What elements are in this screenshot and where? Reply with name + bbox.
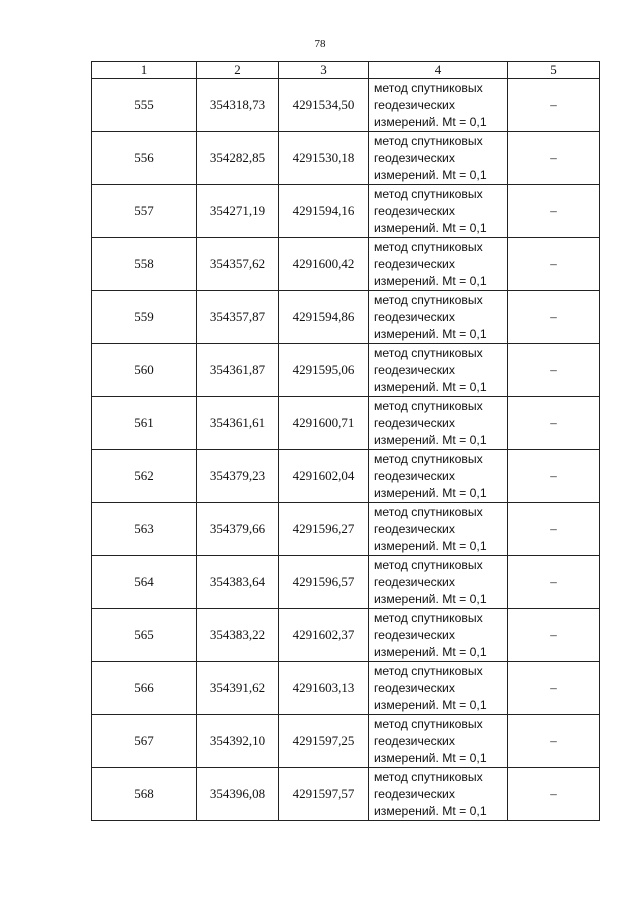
y-coordinate-cell: 4291596,27 [279, 503, 369, 556]
method-line: измерений. Mt = 0,1 [374, 803, 487, 818]
col5-cell: – [508, 185, 600, 238]
method-line: геодезических [374, 309, 455, 324]
method-line: метод спутниковых [374, 716, 483, 731]
header-row [92, 62, 600, 79]
point-number-cell: 565 [92, 609, 197, 662]
table-row [92, 185, 600, 238]
method-line: геодезических [374, 415, 455, 430]
method-line: геодезических [374, 203, 455, 218]
method-line: геодезических [374, 627, 455, 642]
x-coordinate-cell: 354391,62 [197, 662, 279, 715]
method-line: метод спутниковых [374, 80, 483, 95]
header-col-2: 2 [197, 62, 279, 79]
method-cell [369, 556, 508, 609]
point-number-cell: 557 [92, 185, 197, 238]
method-line: геодезических [374, 468, 455, 483]
method-line: геодезических [374, 97, 455, 112]
col5-cell: – [508, 238, 600, 291]
x-coordinate-cell: 354361,61 [197, 397, 279, 450]
y-coordinate-cell: 4291602,04 [279, 450, 369, 503]
method-cell [369, 662, 508, 715]
method-cell [369, 185, 508, 238]
method-line: измерений. Mt = 0,1 [374, 750, 487, 765]
method-line: метод спутниковых [374, 663, 483, 678]
y-coordinate-cell: 4291600,71 [279, 397, 369, 450]
y-coordinate-cell: 4291595,06 [279, 344, 369, 397]
y-coordinate-cell: 4291596,57 [279, 556, 369, 609]
table-row [92, 503, 600, 556]
point-number-cell: 556 [92, 132, 197, 185]
col5-cell: – [508, 662, 600, 715]
method-line: измерений. Mt = 0,1 [374, 114, 487, 129]
y-coordinate-cell: 4291597,57 [279, 768, 369, 821]
method-line: измерений. Mt = 0,1 [374, 379, 487, 394]
method-line: метод спутниковых [374, 133, 483, 148]
method-line: измерений. Mt = 0,1 [374, 697, 487, 712]
point-number-cell: 561 [92, 397, 197, 450]
y-coordinate-cell: 4291597,25 [279, 715, 369, 768]
x-coordinate-cell: 354361,87 [197, 344, 279, 397]
method-line: метод спутниковых [374, 557, 483, 572]
point-number-cell: 563 [92, 503, 197, 556]
x-coordinate-cell: 354357,87 [197, 291, 279, 344]
col5-cell: – [508, 344, 600, 397]
x-coordinate-cell: 354379,66 [197, 503, 279, 556]
point-number-cell: 562 [92, 450, 197, 503]
method-line: измерений. Mt = 0,1 [374, 167, 487, 182]
x-coordinate-cell: 354357,62 [197, 238, 279, 291]
method-line: измерений. Mt = 0,1 [374, 538, 487, 553]
col5-cell: – [508, 609, 600, 662]
x-coordinate-cell: 354282,85 [197, 132, 279, 185]
table-row [92, 715, 600, 768]
method-line: метод спутниковых [374, 292, 483, 307]
method-line: метод спутниковых [374, 239, 483, 254]
y-coordinate-cell: 4291600,42 [279, 238, 369, 291]
method-line: измерений. Mt = 0,1 [374, 326, 487, 341]
method-cell [369, 291, 508, 344]
page-number: 78 [314, 38, 326, 50]
col5-cell: – [508, 397, 600, 450]
header-col-3: 3 [279, 62, 369, 79]
method-line: измерений. Mt = 0,1 [374, 591, 487, 606]
y-coordinate-cell: 4291602,37 [279, 609, 369, 662]
col5-cell: – [508, 715, 600, 768]
method-line: геодезических [374, 256, 455, 271]
header-col-5: 5 [508, 62, 600, 79]
col5-cell: – [508, 768, 600, 821]
method-line: измерений. Mt = 0,1 [374, 644, 487, 659]
table-row [92, 768, 600, 821]
method-cell [369, 397, 508, 450]
col5-cell: – [508, 79, 600, 132]
point-number-cell: 555 [92, 79, 197, 132]
table-row [92, 662, 600, 715]
method-line: метод спутниковых [374, 504, 483, 519]
method-cell [369, 768, 508, 821]
method-line: метод спутниковых [374, 345, 483, 360]
header-col-1: 1 [92, 62, 197, 79]
table-row [92, 450, 600, 503]
method-cell [369, 238, 508, 291]
method-cell [369, 503, 508, 556]
x-coordinate-cell: 354383,64 [197, 556, 279, 609]
coordinates-table [91, 61, 600, 821]
method-line: метод спутниковых [374, 398, 483, 413]
x-coordinate-cell: 354392,10 [197, 715, 279, 768]
method-line: геодезических [374, 574, 455, 589]
table-row [92, 344, 600, 397]
x-coordinate-cell: 354379,23 [197, 450, 279, 503]
method-line: геодезических [374, 733, 455, 748]
point-number-cell: 559 [92, 291, 197, 344]
table-row [92, 556, 600, 609]
method-line: геодезических [374, 150, 455, 165]
header-col-4: 4 [369, 62, 508, 79]
method-line: измерений. Mt = 0,1 [374, 273, 487, 288]
table-row [92, 132, 600, 185]
method-cell [369, 79, 508, 132]
method-line: геодезических [374, 786, 455, 801]
col5-cell: – [508, 450, 600, 503]
table-row [92, 238, 600, 291]
method-cell [369, 132, 508, 185]
method-line: геодезических [374, 521, 455, 536]
point-number-cell: 567 [92, 715, 197, 768]
point-number-cell: 564 [92, 556, 197, 609]
table-row [92, 397, 600, 450]
method-line: метод спутниковых [374, 769, 483, 784]
col5-cell: – [508, 132, 600, 185]
y-coordinate-cell: 4291594,16 [279, 185, 369, 238]
point-number-cell: 566 [92, 662, 197, 715]
method-line: геодезических [374, 362, 455, 377]
y-coordinate-cell: 4291530,18 [279, 132, 369, 185]
x-coordinate-cell: 354396,08 [197, 768, 279, 821]
x-coordinate-cell: 354383,22 [197, 609, 279, 662]
method-cell [369, 450, 508, 503]
method-line: метод спутниковых [374, 186, 483, 201]
point-number-cell: 568 [92, 768, 197, 821]
x-coordinate-cell: 354271,19 [197, 185, 279, 238]
method-cell [369, 715, 508, 768]
table-row [92, 609, 600, 662]
col5-cell: – [508, 503, 600, 556]
method-line: измерений. Mt = 0,1 [374, 432, 487, 447]
point-number-cell: 558 [92, 238, 197, 291]
point-number-cell: 560 [92, 344, 197, 397]
method-line: измерений. Mt = 0,1 [374, 220, 487, 235]
method-line: геодезических [374, 680, 455, 695]
method-cell [369, 344, 508, 397]
y-coordinate-cell: 4291534,50 [279, 79, 369, 132]
table-row [92, 291, 600, 344]
method-line: измерений. Mt = 0,1 [374, 485, 487, 500]
table-row [92, 79, 600, 132]
method-line: метод спутниковых [374, 451, 483, 466]
y-coordinate-cell: 4291594,86 [279, 291, 369, 344]
col5-cell: – [508, 291, 600, 344]
col5-cell: – [508, 556, 600, 609]
y-coordinate-cell: 4291603,13 [279, 662, 369, 715]
method-cell [369, 609, 508, 662]
x-coordinate-cell: 354318,73 [197, 79, 279, 132]
method-line: метод спутниковых [374, 610, 483, 625]
